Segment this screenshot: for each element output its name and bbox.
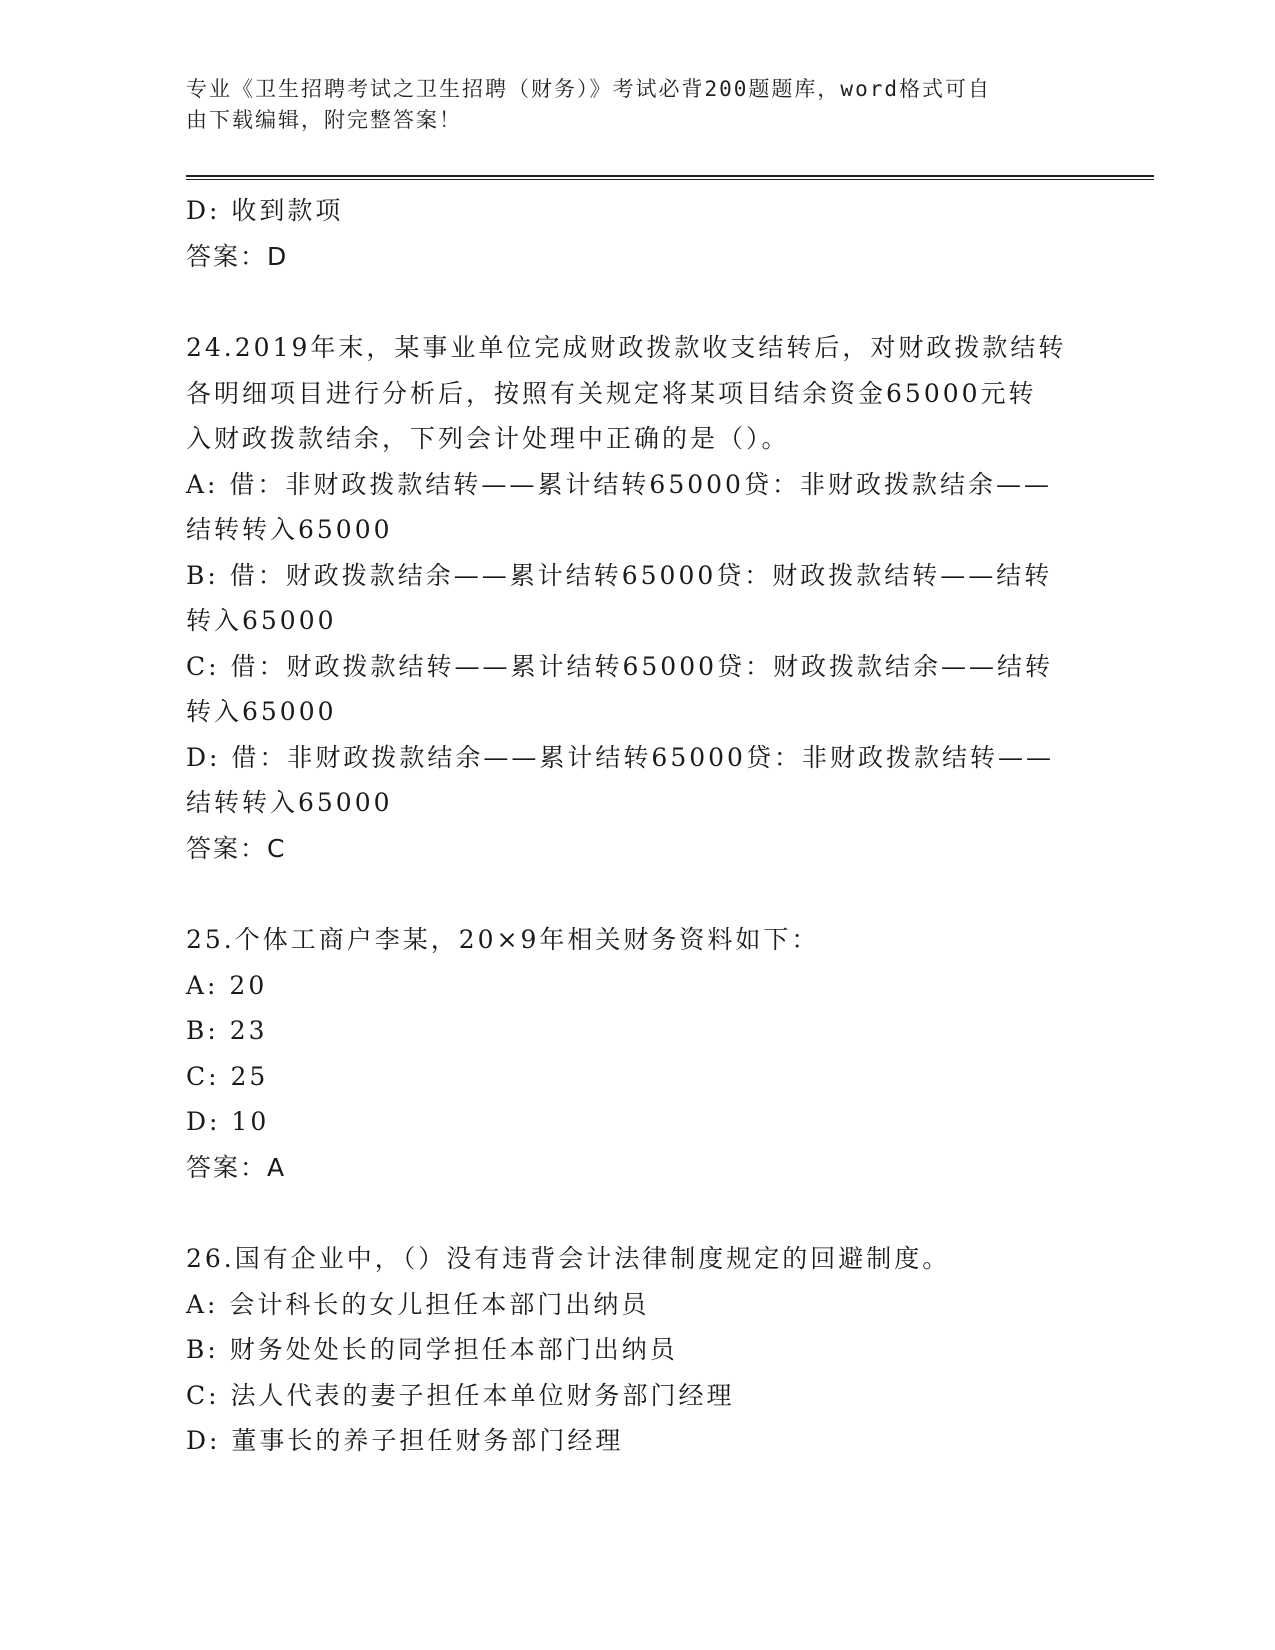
option-b: B: 23 — [186, 1016, 268, 1045]
answer-label: 答案：D — [186, 241, 289, 271]
option-c: C: 25 — [186, 1061, 269, 1091]
answer-label: 答案：A — [186, 1152, 287, 1182]
option-c: C: 借：财政拨款结转——累计结转65000贷：财政拨款结余——结转 — [186, 651, 1054, 681]
question-26 — [186, 1236, 1096, 1464]
option-a: A: 借：非财政拨款结转——累计结转65000贷：非财政拨款结余—— — [186, 469, 1052, 499]
option-b-continued: 转入65000 — [186, 606, 337, 635]
option-d: D: 董事长的养子担任财务部门经理 — [186, 1426, 624, 1455]
option-d: D: 借：非财政拨款结余——累计结转65000贷：非财政拨款结转—— — [186, 742, 1054, 772]
question-list — [186, 188, 1096, 1464]
answer-label: 答案：C — [186, 833, 287, 863]
question-stem-line: 各明细项目进行分析后，按照有关规定将某项目结余资金65000元转 — [186, 378, 1037, 408]
question-24 — [186, 325, 1096, 871]
option-d: D: 收到款项 — [186, 196, 344, 225]
header-divider — [186, 175, 1154, 180]
header-line-1: 专业《卫生招聘考试之卫生招聘（财务）》考试必背200题题库，word格式可自 — [186, 77, 991, 101]
question-25 — [186, 917, 1096, 1190]
option-c-continued: 转入65000 — [186, 697, 337, 726]
question-stem-line: 入财政拨款结余，下列会计处理中正确的是（）。 — [186, 424, 790, 453]
option-b: B: 借：财政拨款结余——累计结转65000贷：财政拨款结转——结转 — [186, 560, 1053, 590]
option-a-continued: 结转转入65000 — [186, 515, 393, 544]
page-header — [186, 74, 1066, 136]
option-d: D: 10 — [186, 1107, 270, 1136]
question-stem-line: 24.2019年末，某事业单位完成财政拨款收支结转后，对财政拨款结转 — [186, 333, 1067, 362]
question-23-tail — [186, 188, 1096, 279]
question-stem-line: 25.个体工商户李某，20×9年相关财务资料如下： — [186, 925, 820, 954]
option-a: A: 会计科长的女儿担任本部门出纳员 — [186, 1289, 650, 1319]
option-c: C: 法人代表的妻子担任本单位财务部门经理 — [186, 1380, 735, 1410]
option-b: B: 财务处处长的同学担任本部门出纳员 — [186, 1335, 678, 1364]
header-line-2: 由下载编辑，附完整答案！ — [186, 108, 462, 132]
option-d-continued: 结转转入65000 — [186, 788, 393, 817]
option-a: A: 20 — [186, 970, 268, 1000]
question-stem-line: 26.国有企业中，（）没有违背会计法律制度规定的回避制度。 — [186, 1244, 951, 1273]
